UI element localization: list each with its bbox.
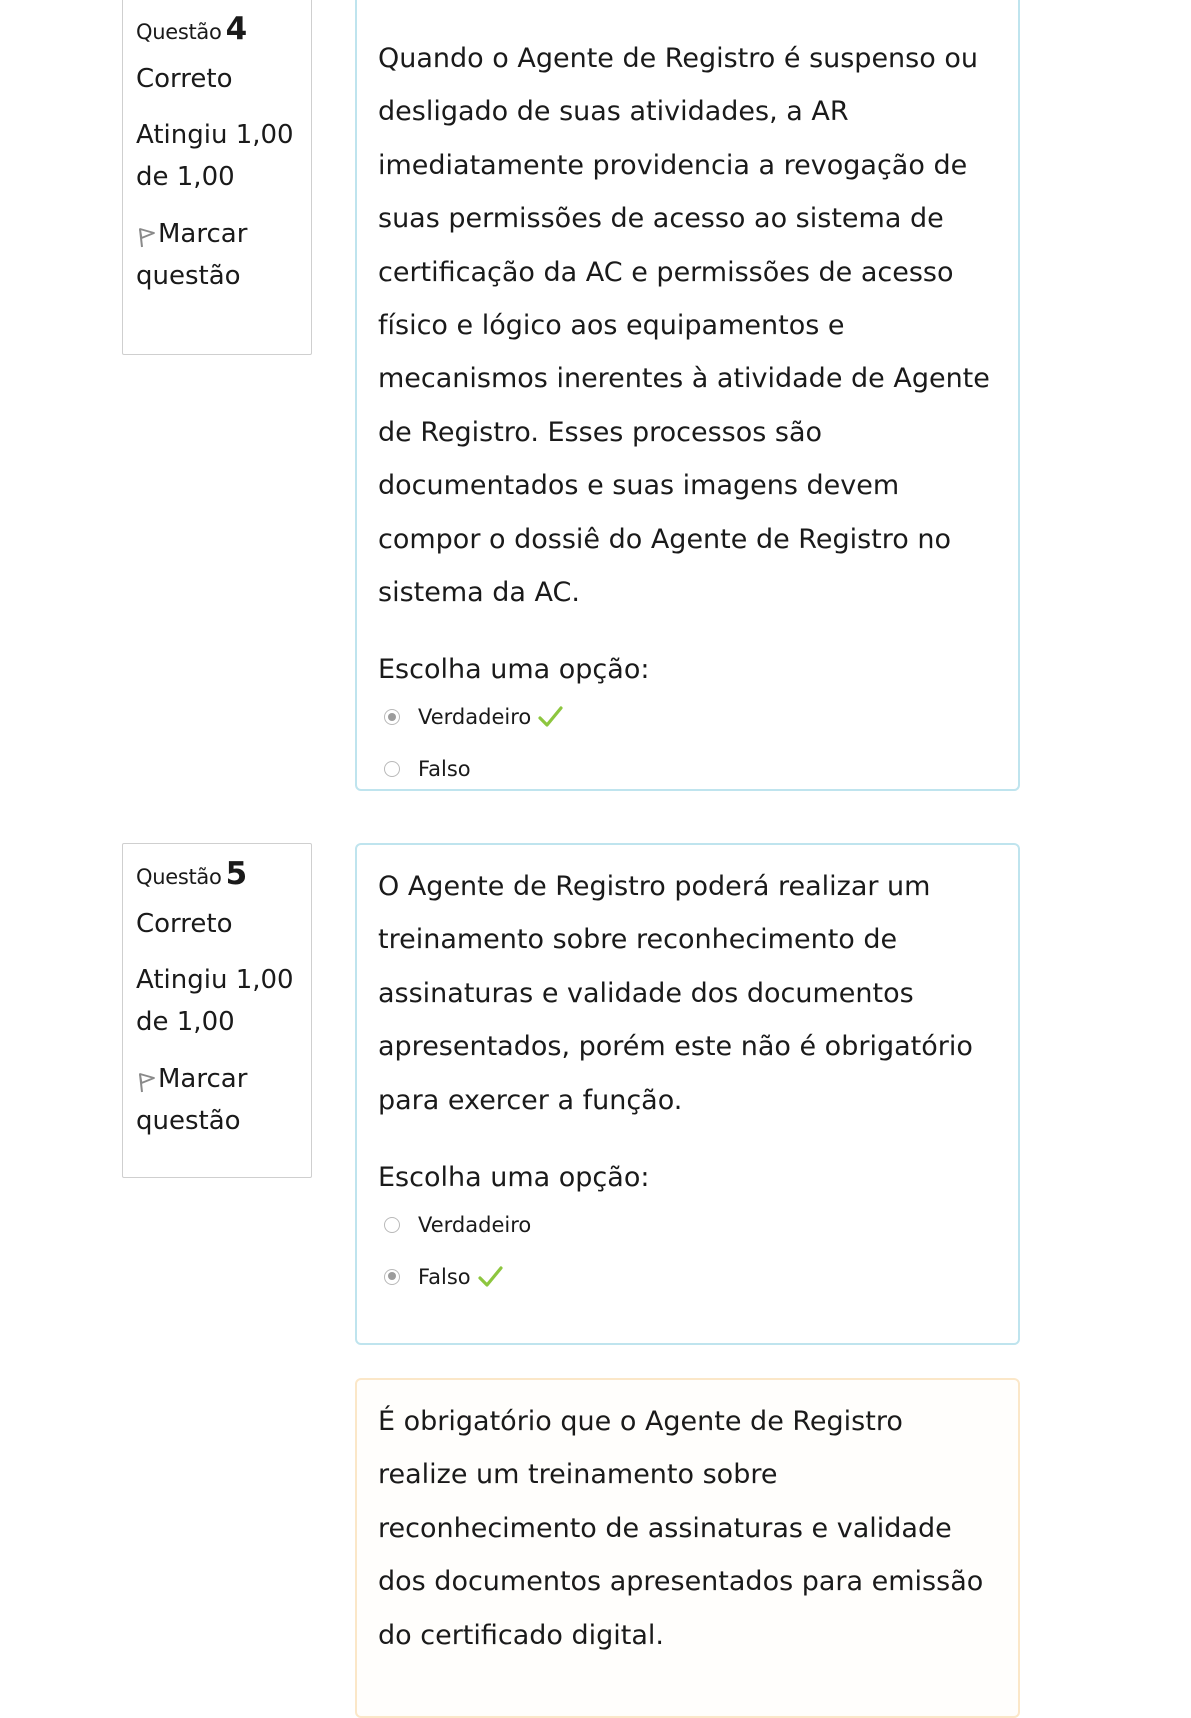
question-text: Quando o Agente de Registro é suspenso ou desligado de suas atividades, a AR imediatamente providencia a revogação de suas permissões de acesso ao sistema de certificação da AC e permissões de acesso físico e lógico aos equipamentos e mecanismos inerentes à atividade de Agente de Registro. Esses processos são documentados e suas imagens devem compor o dossiê do Agente de Registro no sistema da AC. [378, 43, 990, 609]
question-number [136, 854, 299, 894]
answer-prompt: Escolha uma opção: [378, 1162, 650, 1194]
option-label: Verdadeiro [418, 705, 532, 730]
option-label: Falso [418, 757, 471, 782]
option-label: Verdadeiro [418, 1212, 532, 1237]
flag-label: Marcar questão [136, 1064, 248, 1136]
question-text: O Agente de Registro poderá realizar um treinamento sobre reconhecimento de assinaturas e validade dos documentos apresentados, porém este não é obrigatório para exercer a função. [378, 871, 973, 1116]
question-state: Correto [136, 909, 233, 940]
question-label: Questão [136, 865, 222, 889]
radio-falso[interactable] [384, 761, 400, 777]
radio-verdadeiro[interactable] [384, 709, 400, 725]
question-number-value: 5 [225, 856, 247, 892]
correct-check-icon [477, 1264, 503, 1290]
flag-question-link[interactable] [136, 214, 299, 297]
question-grade: Atingiu 1,00 de 1,00 [136, 120, 294, 192]
question-number-value: 4 [225, 11, 247, 47]
question-state: Correto [136, 64, 233, 95]
radio-falso[interactable] [384, 1269, 400, 1285]
question-5-info [122, 843, 312, 1178]
option-label: Falso [418, 1264, 471, 1289]
option-falso[interactable] [378, 749, 998, 789]
option-verdadeiro[interactable] [378, 1205, 998, 1245]
flag-icon [136, 1071, 156, 1093]
question-4-content [355, 0, 1020, 791]
feedback-text: É obrigatório que o Agente de Registro realize um treinamento sobre reconhecimento de assinaturas e validade dos documentos apresentados para emissão do certificado digital. [378, 1406, 984, 1651]
question-5-feedback [355, 1378, 1020, 1718]
question-5-content [355, 843, 1020, 1345]
answer-prompt: Escolha uma opção: [378, 654, 650, 686]
flag-question-link[interactable] [136, 1059, 299, 1142]
question-4-info [122, 0, 312, 355]
correct-check-icon [537, 704, 563, 730]
radio-verdadeiro[interactable] [384, 1217, 400, 1233]
question-grade: Atingiu 1,00 de 1,00 [136, 965, 294, 1037]
option-verdadeiro[interactable] [378, 697, 998, 737]
option-falso[interactable] [378, 1257, 998, 1297]
question-label: Questão [136, 20, 222, 44]
flag-icon [136, 226, 156, 248]
question-number [136, 9, 299, 49]
flag-label: Marcar questão [136, 219, 248, 291]
